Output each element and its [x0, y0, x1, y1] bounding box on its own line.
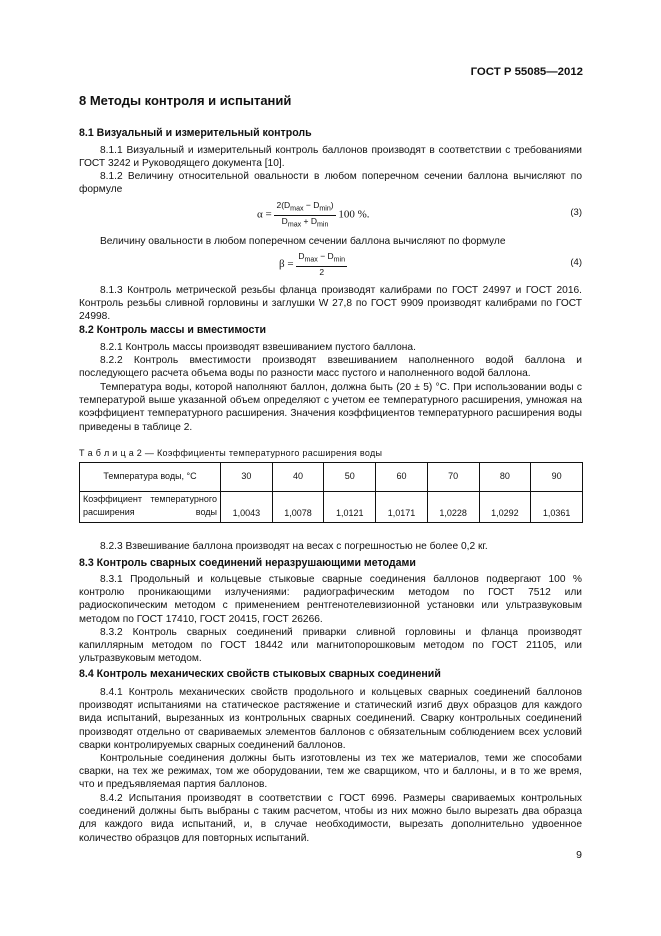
formula-3: [257, 200, 370, 230]
f3-den-sub-min: min: [317, 220, 329, 229]
table-cell: 1,0078: [272, 492, 324, 523]
table-2-caption: Т а б л и ц а 2 — Коэффициенты температурного расширения воды: [79, 448, 383, 458]
page-number: 9: [576, 849, 582, 861]
f4-sub-max: max: [304, 255, 318, 264]
table-row-label: Температура воды, °С: [80, 463, 221, 492]
formula-3-tail: 100 %.: [338, 208, 370, 221]
table-cell: 70: [427, 463, 479, 492]
table-cell: 60: [376, 463, 428, 492]
f3-den-sub-max: max: [287, 220, 302, 229]
paragraph-8-1-1-text: 8.1.1 Визуальный и измерительный контроль баллонов производят в соответствии с требованиями ГОСТ 3242 и Руководящего документа [10].: [79, 145, 582, 170]
formula-3-lhs: α =: [257, 208, 272, 221]
table-cell: 90: [531, 463, 583, 492]
table-cell: 1,0292: [479, 492, 531, 523]
f3-sub-max: max: [290, 204, 304, 213]
paragraph-water-temperature-text: Температура воды, которой наполняют баллон, должна быть (20 ± 5) °С. При использовании воды с температурой выше указанной объем определяют с учетом ее температурного расширения, умножая на коэффициент температурного расширения. Значения коэффициентов температурного расширения воды приведены в таблице 2.: [79, 382, 582, 433]
subsection-8-3-title: 8.3 Контроль сварных соединений неразрушающими методами: [79, 557, 416, 569]
paragraph-8-4-1-text: 8.4.1 Контроль механических свойств продольного и кольцевых сварных соединений баллонов производят испытаниями на статическое растяжение и статический изгиб двух образцов для каждого вида испытаний, вырезанных из контрольных сварных соединений. Сварку контрольных соединений производят отдельно от свариваемых элементов баллонов с обязательным соблюдением всех условий сварки контролируемых сварных соединений баллонов.: [79, 687, 582, 751]
f4-den: 2: [319, 266, 325, 277]
formula-4-lhs: β =: [279, 257, 294, 270]
paragraph-8-1-3-text: 8.1.3 Контроль метрической резьбы фланца производят калибрами по ГОСТ 24997 и ГОСТ 2016. Контроль резьбы сливной горловины и заглушки W 27,8 по ГОСТ 9909 производят калибрами по ГОСТ 24998.: [79, 285, 582, 323]
section-title: 8 Методы контроля и испытаний: [79, 93, 292, 108]
table-cell: 50: [324, 463, 376, 492]
paragraph-8-3-1-text: 8.3.1 Продольный и кольцевые стыковые сварные соединения баллонов подвергают 100 % контролю проникающими излучениями: радиографическим методом по ГОСТ 7512 или радиоскопическим методом с применением рентгенотелевизионной установки или ультразвуковым методом по ГОСТ 17410, ГОСТ 20415, ГОСТ 26266.: [79, 574, 582, 625]
subsection-8-2-title: 8.2 Контроль массы и вместимости: [79, 324, 267, 336]
subsection-8-4-title: 8.4 Контроль механических свойств стыковых сварных соединений: [79, 668, 441, 680]
formula-3-number: (3): [570, 207, 582, 218]
paragraph-8-2-3-text: 8.2.3 Взвешивание баллона производят на весах с погрешностью не более 0,2 кг.: [100, 541, 488, 552]
table-row-temperature: [80, 463, 583, 492]
paragraph-8-4-2: [79, 792, 582, 845]
paragraph-8-1-3: [79, 284, 582, 324]
f3-den-lead: D: [281, 215, 288, 226]
f4-num-lead: D: [298, 251, 305, 261]
paragraph-8-3-2-text: 8.3.2 Контроль сварных соединений приварки сливной горловины и фланца производят капиллярным методом по ГОСТ 18442 или магнитопорошковым методом по ГОСТ 21105, или ультразвуковым методом.: [79, 627, 582, 665]
paragraph-8-1-1: [79, 144, 582, 170]
table-cell: 40: [272, 463, 324, 492]
table-cell: 30: [221, 463, 273, 492]
formula-4-number: (4): [570, 257, 582, 268]
table-row-label: Коэффициент температурного расширения воды: [80, 492, 221, 523]
f3-num-lead: 2(D: [276, 200, 291, 210]
paragraph-ovality-text: Величину овальности в любом поперечном сечении баллона вычисляют по формуле: [100, 236, 506, 247]
f3-sub-min: min: [319, 204, 331, 213]
f4-num-mid: − D: [317, 251, 334, 261]
paragraph-8-3-2: [79, 626, 582, 666]
paragraph-8-4-2-text: 8.4.2 Испытания производят в соответствии с ГОСТ 6996. Размеры свариваемых контрольных соединений должны быть выбраны с таким расчетом, чтобы из них можно было вырезать два образца для каждого вида испытаний, и, в случае необходимости, вырезать дополнительно удвоенное количество образцов для повторных испытаний.: [79, 793, 582, 844]
table-row-coefficient: [80, 492, 583, 523]
paragraph-8-2-2: [79, 354, 582, 380]
subsection-8-1-title: 8.1 Визуальный и измерительный контроль: [79, 127, 312, 139]
table-cell: 1,0361: [531, 492, 583, 523]
table-cell: 80: [479, 463, 531, 492]
formula-4: [279, 251, 347, 278]
table-cell: 1,0228: [427, 492, 479, 523]
f4-sub-min: min: [333, 255, 346, 264]
paragraph-ovality: [79, 235, 582, 248]
paragraph-8-3-1: [79, 573, 582, 626]
table-cell: 1,0043: [221, 492, 273, 523]
paragraph-control-joints-text: Контрольные соединения должны быть изготовлены из тех же материалов, теми же способами сварки, на тех же режимах, том же оборудовании, тем же сварщиком, что и баллоны, и в то же время, что и предъявляемая партия баллонов.: [79, 753, 582, 791]
paragraph-8-2-1-text: 8.2.1 Контроль массы производят взвешиванием пустого баллона.: [100, 342, 416, 353]
paragraph-8-2-3: [79, 540, 582, 553]
table-2: [79, 462, 583, 523]
paragraph-8-4-1: [79, 686, 582, 752]
paragraph-8-2-2-text: 8.2.2 Контроль вместимости производят взвешиванием наполненного водой баллона и последующего расчета объема воды по разности масс пустого и наполненного водой баллона.: [79, 355, 582, 380]
formula-4-fraction: [296, 251, 347, 278]
f3-den-mid: + D: [301, 215, 318, 226]
table-cell: 1,0121: [324, 492, 376, 523]
f3-num-mid: − D: [303, 200, 320, 210]
paragraph-8-1-2: [79, 170, 582, 196]
paragraph-control-joints: [79, 752, 582, 792]
formula-3-fraction: [274, 200, 335, 230]
document-header: ГОСТ Р 55085—2012: [470, 66, 583, 78]
paragraph-8-2-1: [79, 341, 582, 354]
paragraph-water-temperature: [79, 381, 582, 434]
table-cell: 1,0171: [376, 492, 428, 523]
paragraph-8-1-2-text: 8.1.2 Величину относительной овальности в любом поперечном сечении баллона вычисляют по формуле: [79, 171, 582, 196]
f3-num-tail: ): [330, 200, 334, 210]
